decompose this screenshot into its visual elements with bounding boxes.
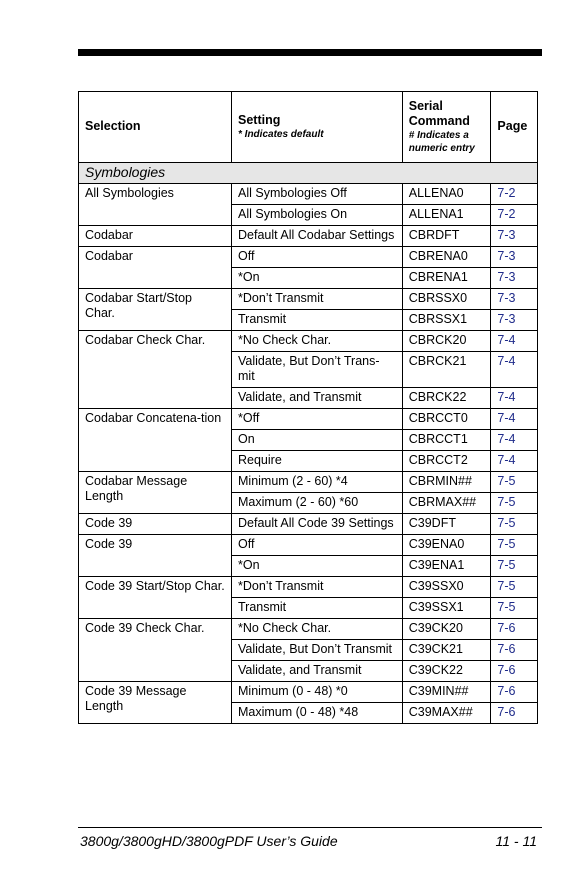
page-cell: 7-4 — [491, 430, 538, 451]
command-cell: CBRCK22 — [402, 388, 491, 409]
table-row — [79, 247, 538, 268]
header-setting: Setting * Indicates default — [232, 92, 403, 163]
command-cell: CBRMAX## — [402, 493, 491, 514]
page-cell: 7-5 — [491, 535, 538, 556]
setting-cell: Minimum (0 - 48) *0 — [232, 682, 403, 703]
setting-note: * Indicates default — [238, 128, 324, 140]
table-row — [79, 577, 538, 598]
command-cell: CBRENA1 — [402, 268, 491, 289]
command-cell: C39CK22 — [402, 661, 491, 682]
selection-cell: All Symbologies — [79, 184, 232, 226]
page-cell: 7-6 — [491, 682, 538, 703]
setting-cell: *Don’t Transmit — [232, 577, 403, 598]
command-cell: CBRCCT1 — [402, 430, 491, 451]
selection-cell: Codabar Start/Stop Char. — [79, 289, 232, 331]
page-cell: 7-3 — [491, 289, 538, 310]
setting-cell: Off — [232, 247, 403, 268]
setting-cell: *On — [232, 556, 403, 577]
command-cell: C39SSX1 — [402, 598, 491, 619]
setting-cell: Maximum (2 - 60) *60 — [232, 493, 403, 514]
setting-cell: *Off — [232, 409, 403, 430]
selection-cell: Code 39 Message Length — [79, 682, 232, 724]
command-cell: C39SSX0 — [402, 577, 491, 598]
page-cell: 7-3 — [491, 310, 538, 331]
setting-cell: Transmit — [232, 310, 403, 331]
setting-cell: *No Check Char. — [232, 331, 403, 352]
page-cell: 7-6 — [491, 640, 538, 661]
selection-cell: Code 39 Start/Stop Char. — [79, 577, 232, 619]
section-row — [79, 163, 538, 184]
setting-cell: Validate, and Transmit — [232, 388, 403, 409]
page-cell: 7-3 — [491, 268, 538, 289]
command-cell: C39MAX## — [402, 703, 491, 724]
setting-cell: Default All Codabar Settings — [232, 226, 403, 247]
table-row — [79, 682, 538, 703]
symbology-table — [78, 91, 538, 724]
page-cell: 7-6 — [491, 661, 538, 682]
command-cell: CBRCK20 — [402, 331, 491, 352]
command-cell: C39ENA0 — [402, 535, 491, 556]
page-cell: 7-4 — [491, 352, 538, 388]
footer-page-number: 11 - 11 — [495, 833, 537, 849]
table-row — [79, 331, 538, 352]
selection-cell: Codabar Message Length — [79, 472, 232, 514]
header-selection: Selection — [79, 92, 232, 163]
section-title: Symbologies — [79, 163, 538, 184]
page-cell: 7-5 — [491, 493, 538, 514]
table-row — [79, 535, 538, 556]
command-cell: ALLENA1 — [402, 205, 491, 226]
page-cell: 7-6 — [491, 619, 538, 640]
header-page: Page — [491, 92, 538, 163]
page-cell: 7-5 — [491, 577, 538, 598]
page-cell: 7-3 — [491, 226, 538, 247]
selection-cell: Codabar Check Char. — [79, 331, 232, 409]
table-row — [79, 289, 538, 310]
command-cell: C39ENA1 — [402, 556, 491, 577]
table-row — [79, 472, 538, 493]
command-cell: C39MIN## — [402, 682, 491, 703]
command-cell: CBRSSX1 — [402, 310, 491, 331]
footer-title: 3800g/3800gHD/3800gPDF User’s Guide — [80, 833, 338, 849]
setting-cell: Validate, But Don’t Transmit — [232, 640, 403, 661]
page-cell: 7-5 — [491, 472, 538, 493]
table-row — [79, 226, 538, 247]
command-cell: CBRENA0 — [402, 247, 491, 268]
page-cell: 7-5 — [491, 556, 538, 577]
setting-cell: Require — [232, 451, 403, 472]
command-cell: ALLENA0 — [402, 184, 491, 205]
setting-cell: Transmit — [232, 598, 403, 619]
table-row — [79, 409, 538, 430]
page-cell: 7-5 — [491, 598, 538, 619]
command-cell: C39CK20 — [402, 619, 491, 640]
command-cell: CBRCCT2 — [402, 451, 491, 472]
page-cell: 7-4 — [491, 409, 538, 430]
setting-cell: Validate, and Transmit — [232, 661, 403, 682]
selection-cell: Code 39 Check Char. — [79, 619, 232, 682]
page-cell: 7-5 — [491, 514, 538, 535]
page-cell: 7-3 — [491, 247, 538, 268]
selection-cell: Code 39 — [79, 514, 232, 535]
selection-cell: Codabar — [79, 247, 232, 289]
command-cell: CBRMIN## — [402, 472, 491, 493]
setting-cell: *On — [232, 268, 403, 289]
setting-cell: On — [232, 430, 403, 451]
table-row — [79, 184, 538, 205]
command-cell: CBRCK21 — [402, 352, 491, 388]
page-cell: 7-4 — [491, 388, 538, 409]
selection-cell: Codabar — [79, 226, 232, 247]
table-row — [79, 619, 538, 640]
header-serial-command: Serial Command # Indicates a numeric entry — [402, 92, 491, 163]
setting-cell: Maximum (0 - 48) *48 — [232, 703, 403, 724]
page-cell: 7-6 — [491, 703, 538, 724]
command-cell: C39CK21 — [402, 640, 491, 661]
table-row — [79, 514, 538, 535]
setting-cell: *No Check Char. — [232, 619, 403, 640]
footer-rule — [78, 827, 542, 828]
command-cell: CBRCCT0 — [402, 409, 491, 430]
setting-cell: All Symbologies Off — [232, 184, 403, 205]
page-cell: 7-2 — [491, 205, 538, 226]
setting-cell: Validate, But Don’t Trans-mit — [232, 352, 403, 388]
command-cell: CBRSSX0 — [402, 289, 491, 310]
setting-cell: Default All Code 39 Settings — [232, 514, 403, 535]
page-cell: 7-2 — [491, 184, 538, 205]
setting-cell: All Symbologies On — [232, 205, 403, 226]
selection-cell: Codabar Concatena-tion — [79, 409, 232, 472]
page-cell: 7-4 — [491, 451, 538, 472]
selection-cell: Code 39 — [79, 535, 232, 577]
page-cell: 7-4 — [491, 331, 538, 352]
setting-cell: *Don’t Transmit — [232, 289, 403, 310]
command-cell: CBRDFT — [402, 226, 491, 247]
serial-note: # Indicates a numeric entry — [408, 129, 475, 154]
setting-cell: Off — [232, 535, 403, 556]
top-rule — [78, 49, 542, 56]
command-cell: C39DFT — [402, 514, 491, 535]
setting-cell: Minimum (2 - 60) *4 — [232, 472, 403, 493]
